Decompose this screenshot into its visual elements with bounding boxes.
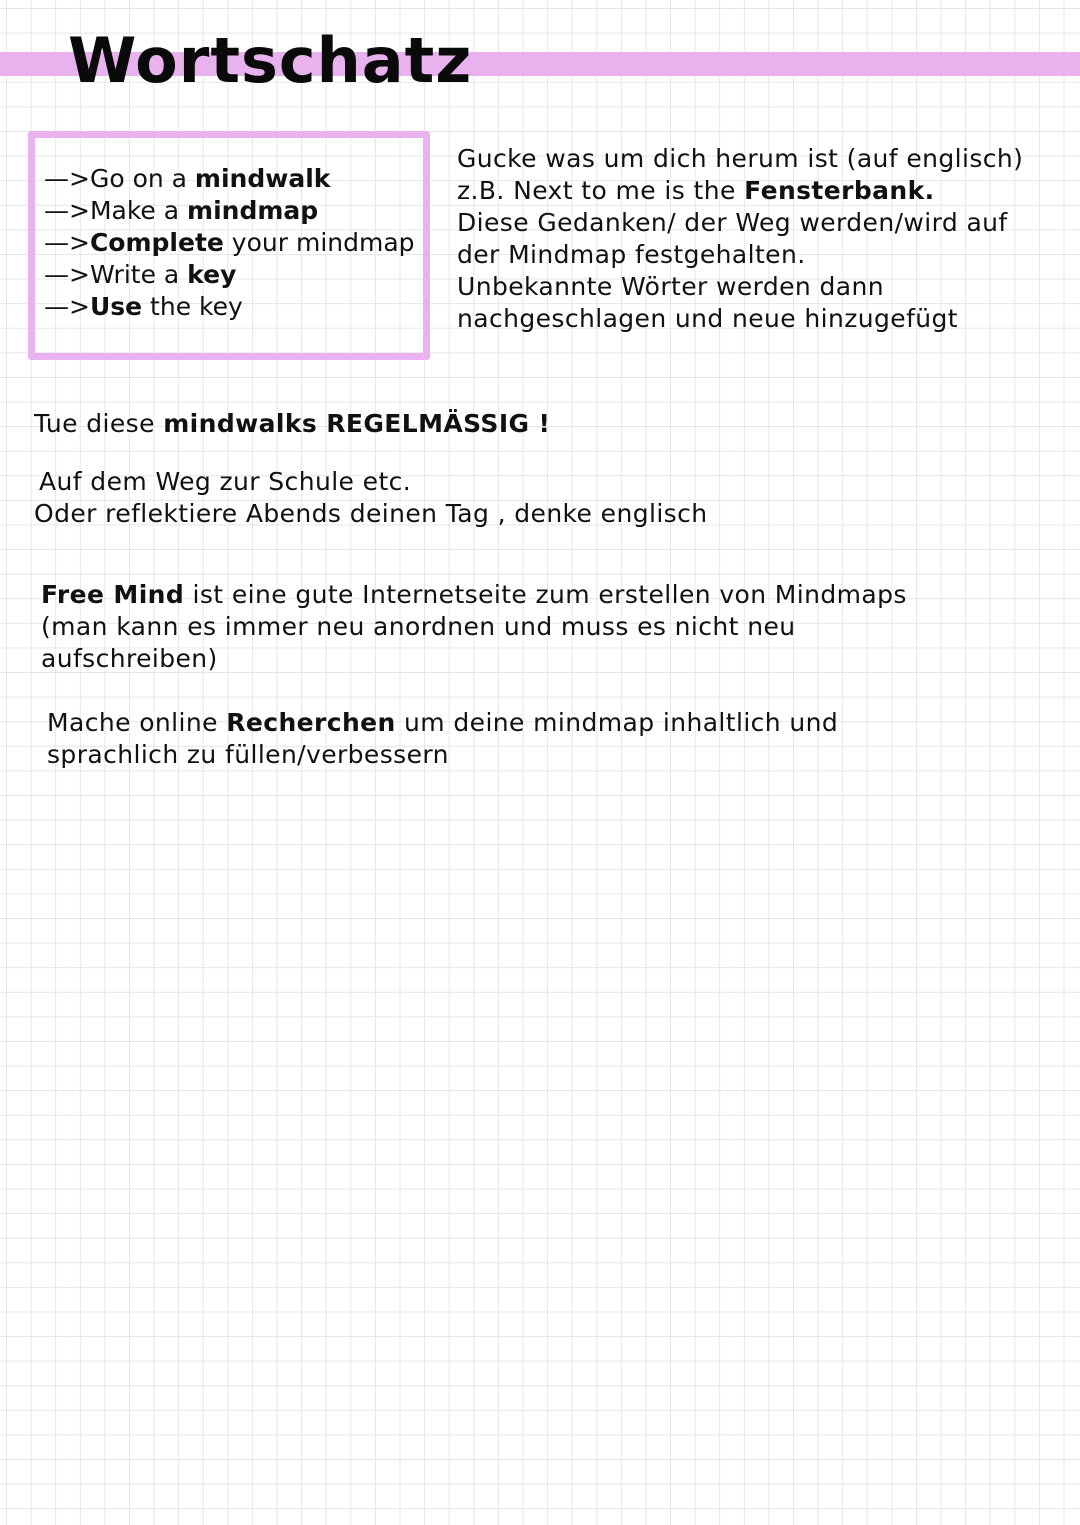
freemind-paragraph — [41, 579, 907, 675]
explanation-line: z.B. Next to me is the Fensterbank. — [457, 176, 935, 205]
research-paragraph — [47, 707, 838, 771]
page-title: Wortschatz — [68, 24, 473, 97]
arrow: —> — [44, 292, 90, 321]
step-item: —>Complete your mindmap — [44, 228, 415, 257]
arrow: —> — [44, 196, 90, 225]
research-line: Mache online Recherchen um deine mindmap inhaltlich und — [47, 708, 839, 737]
step-item: —>Write a key — [44, 260, 237, 289]
freemind-line: (man kann es immer neu anordnen und muss es nicht neu — [41, 612, 796, 641]
examples-line: Oder reflektiere Abends deinen Tag , denke englisch — [34, 499, 708, 528]
arrow: —> — [44, 164, 90, 193]
explanation-line: Diese Gedanken/ der Weg werden/wird auf — [457, 208, 1008, 237]
examples-paragraph — [34, 466, 707, 530]
freemind-line: aufschreiben) — [41, 644, 218, 673]
steps-list — [44, 163, 415, 323]
explanation-line: der Mindmap festgehalten. — [457, 240, 806, 269]
regularly-note: Tue diese mindwalks REGELMÄSSIG ! — [34, 409, 551, 438]
research-line: sprachlich zu füllen/verbessern — [47, 740, 449, 769]
examples-line: Auf dem Weg zur Schule etc. — [39, 467, 412, 496]
step-item: —>Go on a mindwalk — [44, 164, 331, 193]
explanation-line: nachgeschlagen und neue hinzugefügt — [457, 304, 958, 333]
step-item: —>Use the key — [44, 292, 243, 321]
step-item: —>Make a mindmap — [44, 196, 319, 225]
explanation-line: Unbekannte Wörter werden dann — [457, 272, 884, 301]
freemind-line: Free Mind ist eine gute Internetseite zum erstellen von Mindmaps — [41, 580, 907, 609]
arrow: —> — [44, 228, 90, 257]
explanation-line: Gucke was um dich herum ist (auf englisch) — [457, 144, 1024, 173]
explanation-paragraph — [457, 143, 1023, 335]
arrow: —> — [44, 260, 90, 289]
